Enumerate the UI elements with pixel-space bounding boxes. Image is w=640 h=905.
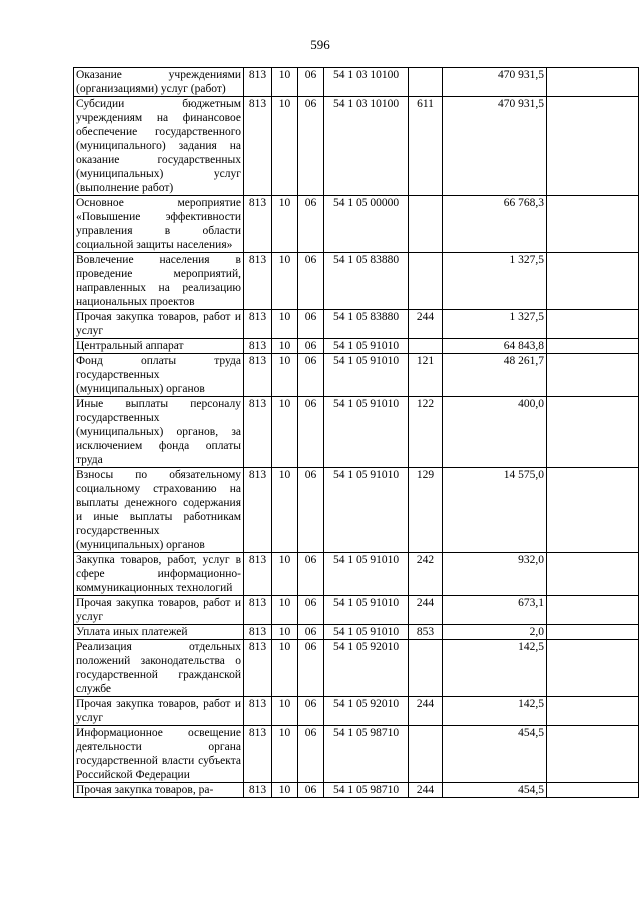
row-name: Иные выплаты персоналу государственных (муниципальных) органов, за исключением фонда оплаты труда: [74, 397, 244, 468]
row-rz: 10: [272, 97, 298, 196]
row-extra: [547, 726, 639, 783]
row-extra: [547, 697, 639, 726]
row-name: Закупка товаров, работ, услуг в сфере информационно-коммуникационных технологий: [74, 553, 244, 596]
row-sum: 400,0: [443, 397, 547, 468]
row-vr: 244: [409, 596, 443, 625]
row-csr: 54 1 05 91010: [324, 553, 409, 596]
table-row: [74, 726, 639, 783]
row-pr: 06: [298, 596, 324, 625]
table-row: [74, 68, 639, 97]
row-csr: 54 1 05 92010: [324, 640, 409, 697]
row-ved: 813: [244, 553, 272, 596]
table-row: [74, 397, 639, 468]
row-extra: [547, 68, 639, 97]
row-vr: 611: [409, 97, 443, 196]
table-body: [74, 68, 639, 798]
row-pr: 06: [298, 68, 324, 97]
row-csr: 54 1 05 98710: [324, 783, 409, 798]
row-ved: 813: [244, 196, 272, 253]
row-rz: 10: [272, 596, 298, 625]
row-extra: [547, 339, 639, 354]
row-csr: 54 1 05 98710: [324, 726, 409, 783]
row-vr: [409, 196, 443, 253]
row-name: Оказание учреждениями (организациями) услуг (работ): [74, 68, 244, 97]
row-sum: 14 575,0: [443, 468, 547, 553]
row-sum: 932,0: [443, 553, 547, 596]
row-pr: 06: [298, 726, 324, 783]
row-extra: [547, 468, 639, 553]
row-pr: 06: [298, 697, 324, 726]
row-rz: 10: [272, 339, 298, 354]
table-row: [74, 253, 639, 310]
row-csr: 54 1 05 92010: [324, 697, 409, 726]
row-extra: [547, 397, 639, 468]
table-row: [74, 468, 639, 553]
row-extra: [547, 596, 639, 625]
row-ved: 813: [244, 697, 272, 726]
row-name: Основное мероприятие «Повышение эффективности управления в области социальной защиты населения»: [74, 196, 244, 253]
row-vr: 244: [409, 697, 443, 726]
row-pr: 06: [298, 97, 324, 196]
row-pr: 06: [298, 339, 324, 354]
row-ved: 813: [244, 310, 272, 339]
row-name: Уплата иных платежей: [74, 625, 244, 640]
row-csr: 54 1 05 91010: [324, 468, 409, 553]
row-csr: 54 1 05 91010: [324, 397, 409, 468]
row-extra: [547, 640, 639, 697]
table-row: [74, 596, 639, 625]
row-name: Прочая закупка товаров, ра-: [74, 783, 244, 798]
table-row: [74, 354, 639, 397]
row-rz: 10: [272, 697, 298, 726]
row-vr: [409, 253, 443, 310]
row-name: Информационное освещение деятельности органа государственной власти субъекта Российской Федерации: [74, 726, 244, 783]
row-sum: 48 261,7: [443, 354, 547, 397]
row-extra: [547, 97, 639, 196]
table-row: [74, 783, 639, 798]
row-csr: 54 1 05 91010: [324, 596, 409, 625]
table-row: [74, 697, 639, 726]
row-rz: 10: [272, 553, 298, 596]
row-csr: 54 1 03 10100: [324, 68, 409, 97]
row-pr: 06: [298, 253, 324, 310]
row-rz: 10: [272, 354, 298, 397]
row-ved: 813: [244, 596, 272, 625]
row-ved: 813: [244, 625, 272, 640]
row-ved: 813: [244, 468, 272, 553]
row-vr: 242: [409, 553, 443, 596]
row-extra: [547, 553, 639, 596]
page-number: 596: [310, 37, 330, 52]
row-name: Прочая закупка товаров, работ и услуг: [74, 596, 244, 625]
row-csr: 54 1 05 83880: [324, 310, 409, 339]
row-vr: 129: [409, 468, 443, 553]
row-pr: 06: [298, 553, 324, 596]
row-pr: 06: [298, 354, 324, 397]
row-pr: 06: [298, 640, 324, 697]
row-vr: [409, 339, 443, 354]
row-sum: 470 931,5: [443, 97, 547, 196]
row-rz: 10: [272, 196, 298, 253]
row-csr: 54 1 05 91010: [324, 354, 409, 397]
row-rz: 10: [272, 726, 298, 783]
row-csr: 54 1 05 00000: [324, 196, 409, 253]
row-vr: 244: [409, 310, 443, 339]
row-vr: 121: [409, 354, 443, 397]
table-row: [74, 310, 639, 339]
row-rz: 10: [272, 68, 298, 97]
row-ved: 813: [244, 68, 272, 97]
row-sum: 66 768,3: [443, 196, 547, 253]
row-name: Вовлечение населения в проведение мероприятий, направленных на реализацию национальных проектов: [74, 253, 244, 310]
row-extra: [547, 354, 639, 397]
row-ved: 813: [244, 339, 272, 354]
table-row: [74, 640, 639, 697]
row-name: Прочая закупка товаров, работ и услуг: [74, 310, 244, 339]
row-vr: [409, 640, 443, 697]
row-sum: 142,5: [443, 640, 547, 697]
row-csr: 54 1 03 10100: [324, 97, 409, 196]
row-sum: 1 327,5: [443, 310, 547, 339]
row-vr: [409, 68, 443, 97]
row-vr: 122: [409, 397, 443, 468]
row-rz: 10: [272, 783, 298, 798]
table-row: [74, 339, 639, 354]
row-csr: 54 1 05 91010: [324, 339, 409, 354]
row-sum: 64 843,8: [443, 339, 547, 354]
row-vr: [409, 726, 443, 783]
row-ved: 813: [244, 97, 272, 196]
row-sum: 470 931,5: [443, 68, 547, 97]
row-extra: [547, 783, 639, 798]
row-extra: [547, 625, 639, 640]
row-pr: 06: [298, 783, 324, 798]
budget-table: [73, 67, 639, 798]
row-rz: 10: [272, 625, 298, 640]
row-vr: 244: [409, 783, 443, 798]
row-rz: 10: [272, 397, 298, 468]
row-name: Реализация отдельных положений законодательства о государственной гражданской службе: [74, 640, 244, 697]
table-row: [74, 553, 639, 596]
row-csr: 54 1 05 83880: [324, 253, 409, 310]
row-pr: 06: [298, 196, 324, 253]
row-name: Фонд оплаты труда государственных (муниципальных) органов: [74, 354, 244, 397]
row-name: Прочая закупка товаров, работ и услуг: [74, 697, 244, 726]
row-ved: 813: [244, 397, 272, 468]
row-extra: [547, 253, 639, 310]
row-rz: 10: [272, 468, 298, 553]
row-pr: 06: [298, 468, 324, 553]
row-rz: 10: [272, 640, 298, 697]
row-pr: 06: [298, 310, 324, 339]
row-rz: 10: [272, 253, 298, 310]
row-name: Взносы по обязательному социальному страхованию на выплаты денежного содержания и иные выплаты работникам государственных (муниципальных) органов: [74, 468, 244, 553]
row-vr: 853: [409, 625, 443, 640]
row-pr: 06: [298, 625, 324, 640]
row-sum: 1 327,5: [443, 253, 547, 310]
row-sum: 454,5: [443, 783, 547, 798]
row-rz: 10: [272, 310, 298, 339]
row-ved: 813: [244, 354, 272, 397]
table-row: [74, 97, 639, 196]
row-extra: [547, 310, 639, 339]
row-csr: 54 1 05 91010: [324, 625, 409, 640]
row-ved: 813: [244, 726, 272, 783]
table-row: [74, 625, 639, 640]
row-sum: 673,1: [443, 596, 547, 625]
row-sum: 142,5: [443, 697, 547, 726]
row-sum: 454,5: [443, 726, 547, 783]
row-pr: 06: [298, 397, 324, 468]
table-row: [74, 196, 639, 253]
row-name: Центральный аппарат: [74, 339, 244, 354]
row-ved: 813: [244, 253, 272, 310]
row-ved: 813: [244, 640, 272, 697]
row-sum: 2,0: [443, 625, 547, 640]
row-name: Субсидии бюджетным учреждениям на финансовое обеспечение государственного (муниципального) задания на оказание государственных (муниципальных) услуг (выполнение работ): [74, 97, 244, 196]
row-extra: [547, 196, 639, 253]
row-ved: 813: [244, 783, 272, 798]
